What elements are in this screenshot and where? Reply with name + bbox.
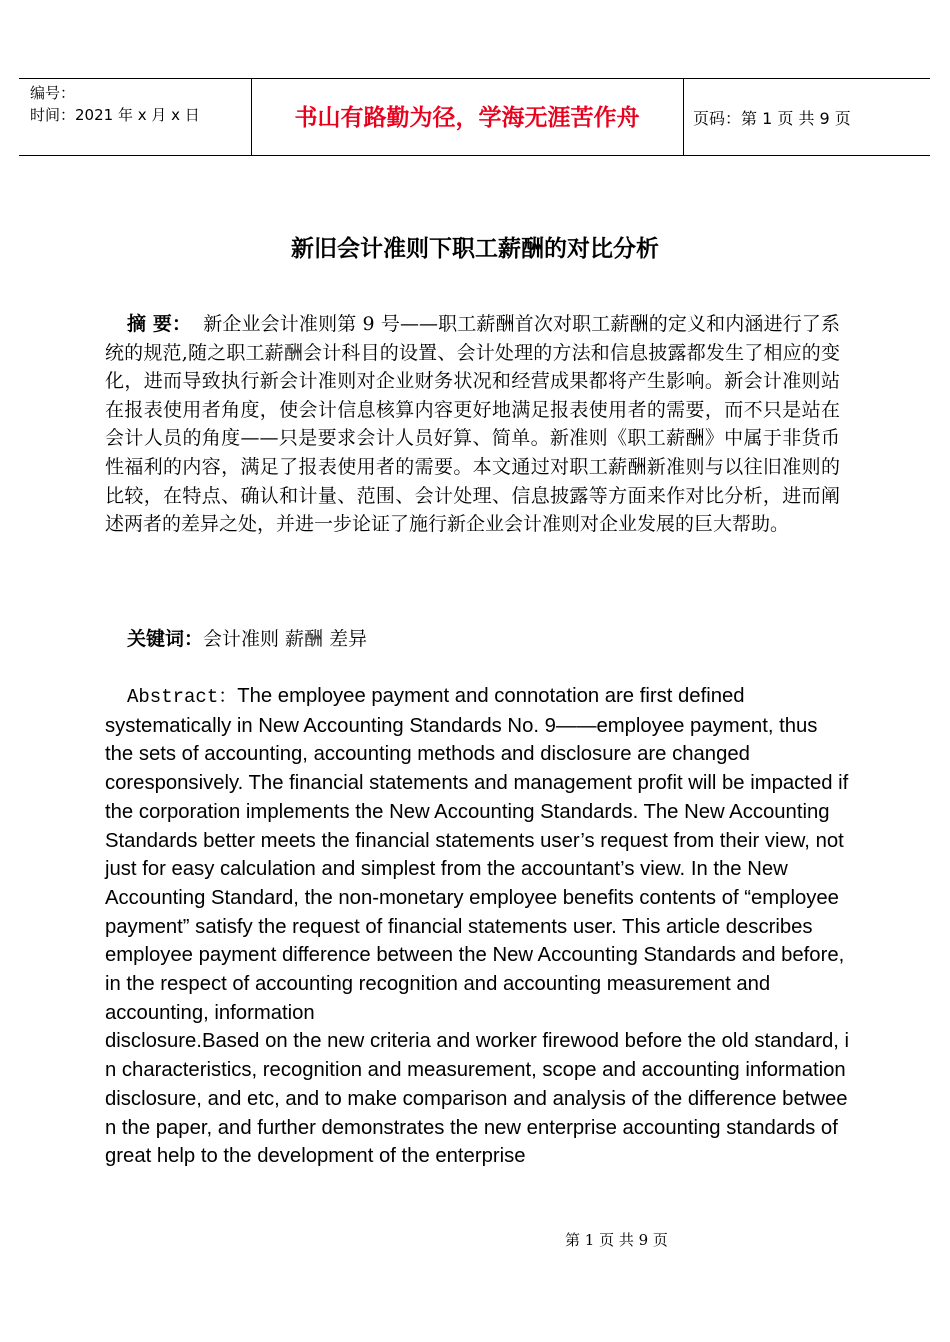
- header-page-number: 页码：第 1 页 共 9 页: [693, 109, 851, 128]
- header-meta: [30, 82, 200, 126]
- page-footer: 第 1 页 共 9 页: [565, 1231, 668, 1249]
- english-abstract-body: [105, 682, 850, 1027]
- abstract-label: 摘 要：: [127, 313, 192, 335]
- english-abstract-label: Abstract：: [127, 686, 238, 708]
- keywords: [127, 625, 367, 653]
- document-header: [19, 78, 930, 156]
- english-abstract-text: The employee payment and connotation are first defined systematically in New Accounting Standards No. 9——employee payment, thus the sets of accounting, accounting methods and disclosure are changed coresponsively. The financial statements and management profit will be impacted if the corporation implements the New Accounting Standards. The New Accounting Standards better meets the financial statements user’s request from their view, not just for easy calculation and simplest from the accountant’s view. In the New Accounting Standard, the non-monetary employee benefits contents of “employee payment” satisfy the request of financial statements user. This article describes employee payment difference between the New Accounting Standards and before, in the respect of accounting recognition and accounting measurement and accounting, information: [105, 685, 849, 1024]
- date-label: 时间：2021 年 x 月 x 日: [30, 106, 200, 124]
- keywords-label: 关键词：: [127, 628, 204, 650]
- serial-number-label: 编号：: [30, 84, 76, 102]
- chinese-abstract: [105, 310, 840, 539]
- header-divider: [683, 79, 684, 156]
- english-abstract: [105, 682, 850, 1171]
- english-abstract-continuation: disclosure.Based on the new criteria and worker firewood before the old standard, in characteristics, recognition and measurement, scope and accounting information disclosure, and etc, and to make comparison and analysis of the difference between the paper, and further demonstrates the new enterprise accounting standards of great help to the development of the enterprise: [105, 1030, 850, 1168]
- abstract-text: 新企业会计准则第 9 号——职工薪酬首次对职工薪酬的定义和内涵进行了系统的规范,随之职工薪酬会计科目的设置、会计处理的方法和信息披露都发生了相应的变化，进而导致执行新会计准则对企业财务状况和经营成果都将产生影响。新会计准则站在报表使用者角度，使会计信息核算内容更好地满足报表使用者的需要，而不只是站在会计人员的角度——只是要求会计人员好算、简单。新准则《职工薪酬》中属于非货币性福利的内容，满足了报表使用者的需要。本文通过对职工薪酬新准则与以往旧准则的比较，在特点、确认和计量、范围、会计处理、信息披露等方面来作对比分析，进而阐述两者的差异之处，并进一步论证了施行新企业会计准则对企业发展的巨大帮助。: [105, 313, 840, 536]
- keywords-text: 会计准则 薪酬 差异: [203, 628, 368, 650]
- document-title: 新旧会计准则下职工薪酬的对比分析: [291, 236, 659, 262]
- header-motto: 书山有路勤为径，学海无涯苦作舟: [294, 105, 640, 131]
